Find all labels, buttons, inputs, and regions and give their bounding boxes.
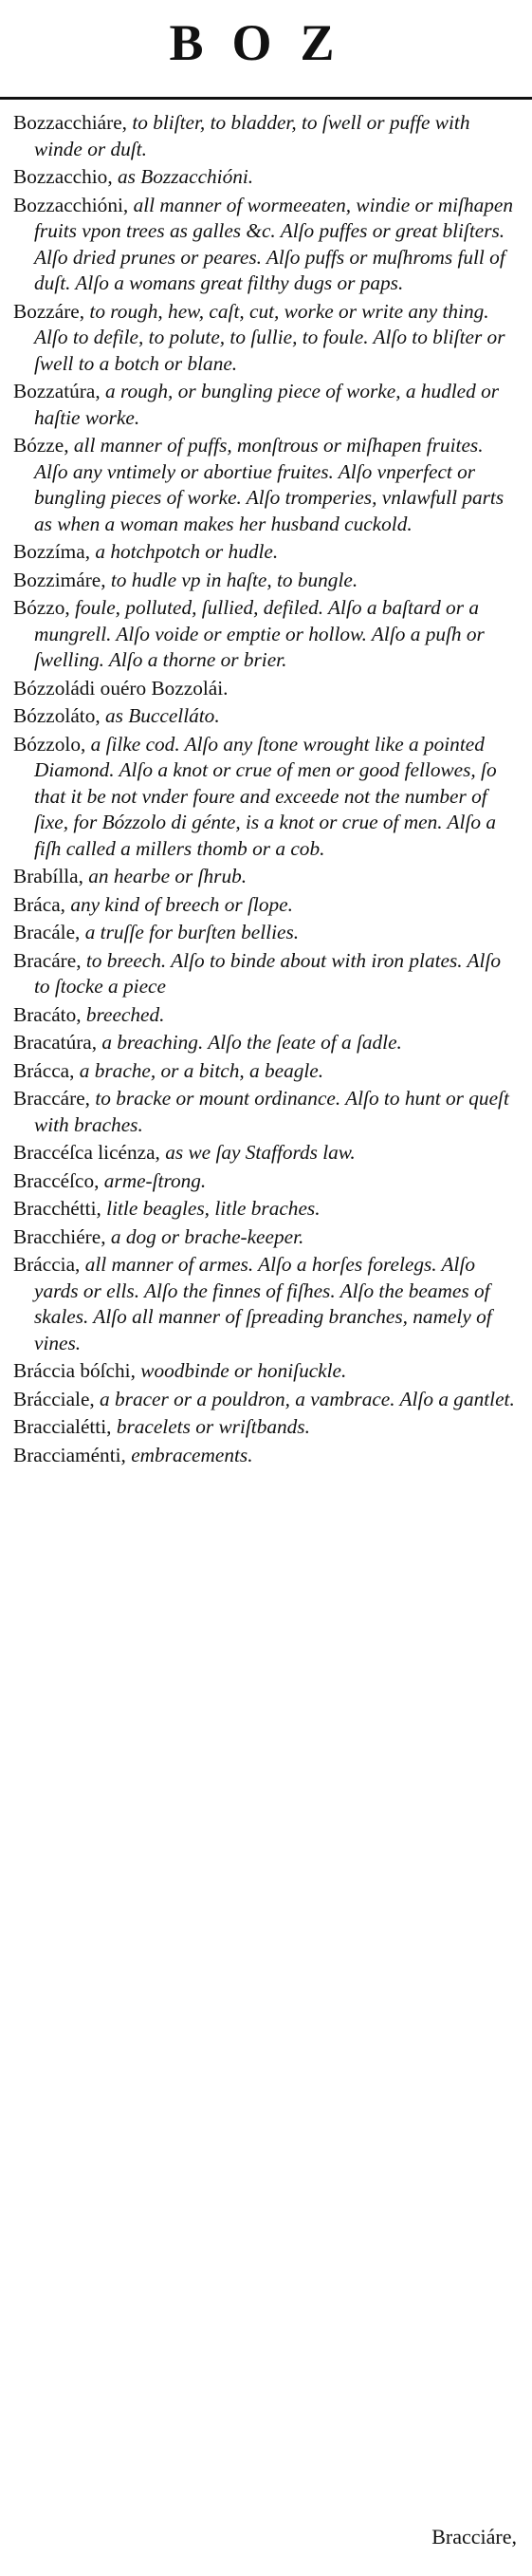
dictionary-entry: [13, 299, 517, 378]
entry-definition: to bracke or mount ordinance. Alſo to hunt or queſt with braches.: [34, 1087, 509, 1136]
entry-definition: all manner of wormeeaten, windie or miſhapen fruits vpon trees as galles &c. Alſo puffes or great bliſters. Alſo dried prunes or peares. Alſo puffs or muſhroms full of duſt. Alſo a womans great filthy dugs or paps.: [34, 193, 514, 294]
entry-headword: Braccialétti,: [13, 1415, 112, 1438]
dictionary-entry: [13, 1443, 517, 1469]
entry-headword: Bózze,: [13, 434, 69, 457]
entry-headword: Bózzo,: [13, 596, 70, 619]
entry-headword: Bracciaménti,: [13, 1443, 126, 1466]
dictionary-entry: [13, 1168, 517, 1195]
entry-definition: a rough, or bungling piece of worke, a hudled or haſtie worke.: [34, 380, 500, 429]
entry-headword: Bózzoláto,: [13, 704, 101, 727]
dictionary-entry: [13, 539, 517, 566]
entry-definition: a hotchpotch or hudle.: [95, 540, 279, 563]
entry-definition: as Buccelláto.: [105, 704, 220, 727]
entry-headword: Bracáre,: [13, 948, 82, 972]
entry-headword: Bozzimáre,: [13, 568, 106, 591]
entry-headword: Bracchiére,: [13, 1224, 106, 1248]
dictionary-entry: [13, 379, 517, 431]
entry-headword: Braccéſco,: [13, 1168, 100, 1192]
dictionary-entry: [13, 703, 517, 730]
entry-definition: to bliſter, to bladder, to ſwell or puffe with winde or duſt.: [34, 111, 470, 160]
entry-definition: all manner of armes. Alſo a horſes forelegs. Alſo yards or ells. Alſo the finnes of fiſhes. Alſo the beames of skales. Alſo all manner of ſpreading branches, namely of vines.: [34, 1253, 492, 1354]
dictionary-column: [13, 110, 517, 1470]
entry-definition: a dog or brache-keeper.: [110, 1224, 304, 1248]
entry-definition: a brache, or a bitch, a beagle.: [79, 1058, 324, 1082]
entry-definition: all manner of puffs, monſtrous or miſhapen fruites. Alſo any vntimely or abortiue fruites. Alſo vnperfect or bungling pieces of worke. Alſo tromperies, vnlawfull parts as when a woman makes her husband cuckold.: [34, 434, 504, 535]
dictionary-entry: [13, 732, 517, 863]
entry-definition: litle beagles, litle braches.: [106, 1197, 321, 1220]
entry-headword: Bráccia bóſchi,: [13, 1359, 136, 1382]
entry-definition: foule, polluted, ſullied, defiled. Alſo a baſtard or a mungrell. Alſo voide or emptie or hollow. Alſo a puſh or ſwelling. Alſo a thorne or brier.: [34, 596, 485, 671]
dictionary-entry: [13, 595, 517, 674]
dictionary-entry: [13, 110, 517, 162]
dictionary-entry: [13, 433, 517, 537]
entry-headword: Bozzíma,: [13, 540, 91, 563]
entry-definition: a breaching. Alſo the ſeate of a ſadle.: [101, 1031, 402, 1054]
entry-definition: a ſilke cod. Alſo any ſtone wrought like a pointed Diamond. Alſo a knot or crue of men or good fellowes, ſo that it be not vnder foure and exceede not the number of ſixe, for Bózzolo di génte, is a knot or crue of men. Alſo a fiſh called a millers thomb or a cob.: [34, 732, 497, 860]
entry-definition: as we ſay Staffords law.: [165, 1141, 356, 1164]
entry-definition: to rough, hew, caſt, cut, worke or write any thing. Alſo to defile, to polute, to ſullie, to foule. Alſo to bliſter or ſwell to a botch or blane.: [34, 299, 505, 375]
entry-definition: an hearbe or ſhrub.: [88, 865, 248, 887]
entry-definition: any kind of breech or ſlope.: [70, 892, 293, 916]
entry-headword: Bracále,: [13, 921, 81, 943]
entry-headword: Bráccia,: [13, 1253, 81, 1276]
entry-definition: breeched.: [85, 1002, 165, 1026]
entry-headword: Bozzáre,: [13, 299, 85, 323]
entry-headword: Bráca,: [13, 892, 65, 916]
dictionary-entry: [13, 1086, 517, 1138]
entry-definition: woodbinde or honiſuckle.: [140, 1359, 347, 1382]
entry-headword: Bozzacchiáre,: [13, 111, 128, 134]
entry-headword: Brabílla,: [13, 865, 83, 887]
entry-definition: a truſſe for burſten bellies.: [84, 921, 300, 943]
entry-definition: bracelets or wriſtbands.: [116, 1415, 310, 1438]
header-rule: [0, 97, 532, 100]
entry-definition: as Bozzacchióni.: [117, 165, 254, 188]
entry-headword: Bracchétti,: [13, 1197, 101, 1220]
entry-definition: arme-ſtrong.: [103, 1168, 207, 1192]
entry-headword: Bracáto,: [13, 1002, 82, 1026]
entry-headword: Bracatúra,: [13, 1031, 98, 1054]
dictionary-entry: [13, 1224, 517, 1251]
dictionary-entry: [13, 1414, 517, 1441]
dictionary-entry: [13, 1002, 517, 1029]
entry-headword: Brácca,: [13, 1058, 75, 1082]
dictionary-entry: [13, 568, 517, 594]
entry-headword: Brácciale,: [13, 1387, 95, 1410]
entry-headword: Bózzoládi ouéro Bozzolái.: [13, 676, 229, 700]
dictionary-entry: [13, 1387, 517, 1413]
dictionary-entry: [13, 164, 517, 191]
dictionary-entry: [13, 1140, 517, 1167]
dictionary-entry: [13, 864, 517, 890]
dictionary-entry: [13, 1252, 517, 1356]
dictionary-entry: [13, 193, 517, 297]
dictionary-entry: [13, 892, 517, 919]
entry-headword: Bozzacchio,: [13, 165, 113, 188]
entry-headword: Bozzatúra,: [13, 380, 101, 402]
entry-definition: embracements.: [131, 1443, 253, 1466]
dictionary-entry: [13, 1030, 517, 1056]
dictionary-entry: [13, 1058, 517, 1085]
dictionary-entry: [13, 920, 517, 946]
entry-headword: Bozzacchióni,: [13, 193, 129, 216]
dictionary-entry: [13, 948, 517, 1000]
dictionary-entry: [13, 1358, 517, 1385]
running-head: BOZ: [169, 14, 363, 71]
dictionary-entry: [13, 1196, 517, 1223]
dictionary-entry: [13, 676, 517, 702]
entry-headword: Braccáre,: [13, 1087, 90, 1110]
entry-definition: a bracer or a pouldron, a vambrace. Alſo a gantlet.: [100, 1387, 515, 1410]
entry-headword: Bózzolo,: [13, 732, 86, 756]
catchword: Bracciáre,: [431, 2525, 517, 2548]
entry-headword: Braccéſca licénza,: [13, 1141, 160, 1164]
entry-definition: to breech. Alſo to binde about with iron plates. Alſo to ſtocke a piece: [34, 948, 502, 998]
entry-definition: to hudle vp in haſte, to bungle.: [110, 568, 358, 591]
